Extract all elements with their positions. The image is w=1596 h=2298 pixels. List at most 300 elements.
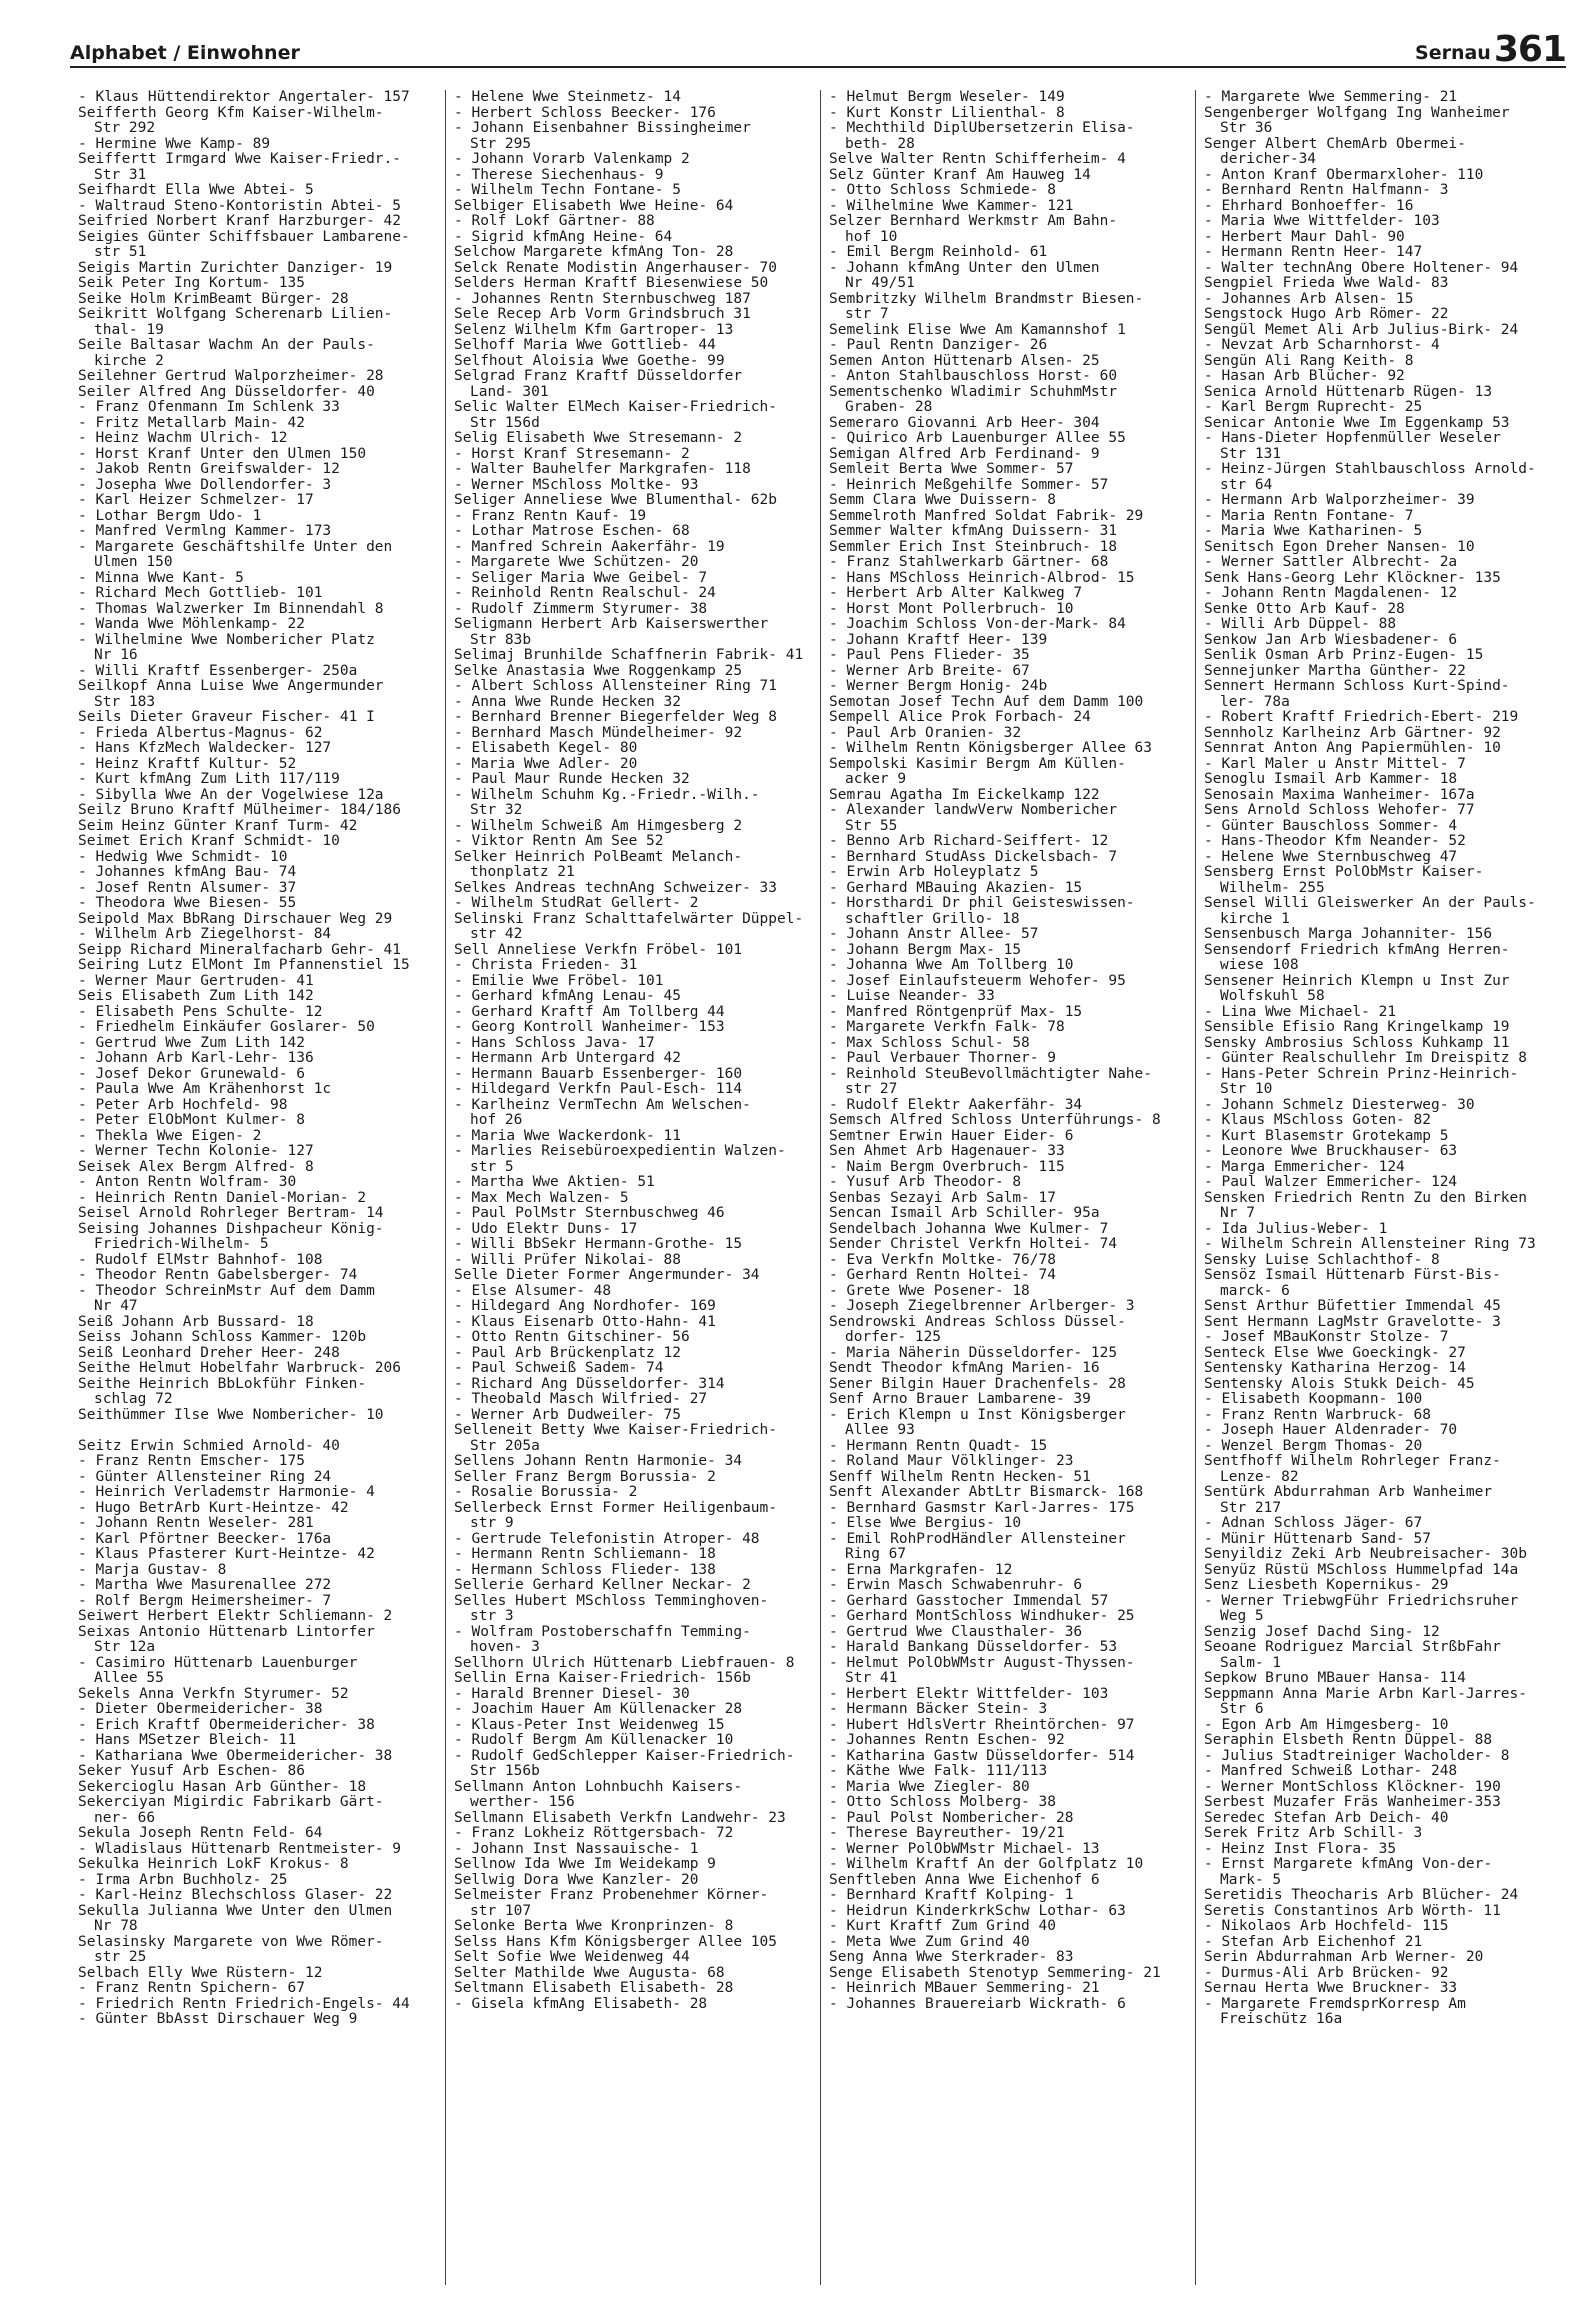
directory-entry: - Herbert Schloss Beecker- 176 bbox=[454, 105, 716, 121]
directory-entry: Selchow Margarete kfmAng Ton- 28 bbox=[454, 245, 734, 260]
directory-entry: - Kurt kfmAng Zum Lith 117/119 bbox=[78, 772, 340, 787]
directory-entry: - Werner MSchloss Moltke- 93 bbox=[454, 477, 699, 493]
directory-entry: Senft Alexander AbtLtr Bismarck- 168 bbox=[829, 1485, 1144, 1500]
directory-entry: Allee 93 bbox=[845, 1423, 915, 1438]
directory-entry: Senftleben Anna Wwe Eichenhof 6 bbox=[829, 1872, 1100, 1888]
directory-entry: - Johann Inst Nassauische- 1 bbox=[454, 1841, 699, 1857]
directory-entry: - Hans-Peter Schrein Prinz-Heinrich- bbox=[1204, 1066, 1519, 1082]
directory-entry: - Kathariana Wwe Obermeidericher- 38 bbox=[78, 1748, 393, 1764]
directory-entry: - Lina Wwe Michael- 21 bbox=[1204, 1004, 1397, 1020]
directory-entry: - Bernhard Rentn Halfmann- 3 bbox=[1204, 183, 1449, 198]
directory-entry: Sell Anneliese Verkfn Fröbel- 101 bbox=[454, 942, 743, 958]
directory-entry: - Therese Bayreuther- 19/21 bbox=[829, 1826, 1065, 1841]
directory-entry: - Heinrich MBauer Semmering- 21 bbox=[829, 1981, 1100, 1996]
directory-entry: Sentensky Alois Stukk Deich- 45 bbox=[1204, 1376, 1475, 1392]
directory-entry: - Hermann Rentn Schliemann- 18 bbox=[454, 1547, 716, 1562]
directory-columns bbox=[70, 90, 1570, 2285]
directory-entry: Senkow Jan Arb Wiesbadener- 6 bbox=[1204, 632, 1458, 648]
directory-entry: - Hildegard Verkfn Paul-Esch- 114 bbox=[454, 1082, 743, 1097]
directory-entry: - Frieda Albertus-Magnus- 62 bbox=[78, 725, 323, 741]
directory-entry: - Hermann Bauarb Essenberger- 160 bbox=[454, 1066, 743, 1082]
directory-entry: - Franz Rentn Emscher- 175 bbox=[78, 1454, 305, 1469]
directory-entry: Senger Albert ChemArb Obermei- bbox=[1204, 136, 1466, 152]
directory-entry: Str 131 bbox=[1220, 446, 1282, 462]
directory-entry: - Werner Maur Gertruden- 41 bbox=[78, 973, 314, 989]
directory-entry: - Gerhard kfmAng Lenau- 45 bbox=[454, 989, 681, 1004]
directory-entry: - Theodor Rentn Gabelsberger- 74 bbox=[78, 1268, 358, 1283]
directory-entry: - Karl Pförtner Beecker- 176a bbox=[78, 1531, 332, 1547]
directory-entry: - Münir Hüttenarb Sand- 57 bbox=[1204, 1531, 1431, 1547]
directory-entry: Str 55 bbox=[845, 818, 898, 834]
directory-entry: str 9 bbox=[470, 1516, 514, 1531]
directory-entry: Seikritt Wolfgang Scherenarb Lilien- bbox=[78, 307, 393, 322]
directory-entry: - Walter Bauhelfer Markgrafen- 118 bbox=[454, 462, 751, 477]
directory-entry: Seigies Günter Schiffsbauer Lambarene- bbox=[78, 229, 410, 245]
directory-entry: - Hans MSetzer Bleich- 11 bbox=[78, 1733, 297, 1748]
directory-entry: - Bernhard Kraftf Kolping- 1 bbox=[829, 1888, 1074, 1903]
directory-entry: - Rosalie Borussia- 2 bbox=[454, 1485, 638, 1500]
directory-entry: - Hermann Schloss Flieder- 138 bbox=[454, 1562, 716, 1578]
directory-entry: Senyüz Rüstü MSchloss Hummelpfad 14a bbox=[1204, 1562, 1519, 1578]
directory-entry: Senlik Osman Arb Prinz-Eugen- 15 bbox=[1204, 648, 1484, 663]
directory-entry: str 107 bbox=[470, 1903, 532, 1919]
directory-entry: Sent Hermann LagMstr Gravelotte- 3 bbox=[1204, 1314, 1501, 1330]
directory-entry: - Elisabeth Koopmann- 100 bbox=[1204, 1392, 1423, 1407]
directory-entry: - Johanna Wwe Am Tollberg 10 bbox=[829, 958, 1074, 973]
directory-entry: - Heinz Inst Flora- 35 bbox=[1204, 1841, 1397, 1857]
directory-entry: - Hermann Rentn Quadt- 15 bbox=[829, 1438, 1048, 1454]
directory-entry: - Klaus Eisenarb Otto-Hahn- 41 bbox=[454, 1314, 716, 1330]
directory-entry: - Horst Mont Pollerbruch- 10 bbox=[829, 601, 1074, 617]
directory-entry: str 64 bbox=[1220, 477, 1273, 493]
directory-entry: - Ida Julius-Weber- 1 bbox=[1204, 1221, 1388, 1237]
directory-entry: Nr 47 bbox=[94, 1299, 138, 1314]
directory-entry: - Wilhelm Schweiß Am Himgesberg 2 bbox=[454, 818, 743, 834]
directory-entry: - Kurt Kraftf Zum Grind 40 bbox=[829, 1919, 1056, 1934]
directory-entry: Sengpiel Frieda Wwe Wald- 83 bbox=[1204, 276, 1449, 291]
directory-entry: Sens Arnold Schloss Wehofer- 77 bbox=[1204, 803, 1475, 818]
directory-entry: - Heinrich Rentn Daniel-Morian- 2 bbox=[78, 1190, 367, 1206]
directory-entry: - Johannes kfmAng Bau- 74 bbox=[78, 865, 297, 880]
directory-entry: Selleneit Betty Wwe Kaiser-Friedrich- bbox=[454, 1423, 778, 1438]
directory-entry: Nr 78 bbox=[94, 1919, 138, 1934]
directory-entry: - Willi BbSekr Hermann-Grothe- 15 bbox=[454, 1237, 743, 1252]
directory-entry: Seipp Richard Mineralfacharb Gehr- 41 bbox=[78, 942, 402, 958]
directory-entry: - Werner PolObWMstr Michael- 13 bbox=[829, 1841, 1100, 1857]
directory-entry: - Wilhelm Kraftf An der Golfplatz 10 bbox=[829, 1857, 1144, 1872]
directory-entry: dorfer- 125 bbox=[845, 1330, 942, 1345]
directory-entry: - Erwin Masch Schwabenruhr- 6 bbox=[829, 1578, 1083, 1593]
directory-entry: Seliger Anneliese Wwe Blumenthal- 62b bbox=[454, 493, 778, 508]
directory-entry: Senteck Else Wwe Goeckingk- 27 bbox=[1204, 1345, 1466, 1361]
directory-entry: Selle Dieter Former Angermunder- 34 bbox=[454, 1268, 760, 1283]
directory-entry: - Willi Prüfer Nikolai- 88 bbox=[454, 1252, 681, 1268]
directory-entry: Sele Recep Arb Vorm Grindsbruch 31 bbox=[454, 307, 751, 322]
directory-entry: Senf Arno Brauer Lambarene- 39 bbox=[829, 1392, 1091, 1407]
directory-entry: Senz Liesbeth Kopernikus- 29 bbox=[1204, 1578, 1449, 1593]
directory-entry: - Gerhard Kraftf Am Tollberg 44 bbox=[454, 1004, 725, 1020]
directory-entry: - Harald Brenner Diesel- 30 bbox=[454, 1686, 690, 1702]
directory-entry: Sencan Ismail Arb Schiller- 95a bbox=[829, 1206, 1100, 1221]
directory-entry: - Meta Wwe Zum Grind 40 bbox=[829, 1934, 1030, 1950]
directory-entry: Sener Bilgin Hauer Drachenfels- 28 bbox=[829, 1376, 1126, 1392]
directory-entry: - Ehrhard Bonhoeffer- 16 bbox=[1204, 198, 1414, 214]
directory-entry: - Martha Wwe Aktien- 51 bbox=[454, 1175, 655, 1190]
directory-entry: Seimet Erich Kranf Schmidt- 10 bbox=[78, 834, 340, 849]
directory-entry: Selss Hans Kfm Königsberger Allee 105 bbox=[454, 1934, 778, 1950]
directory-entry: Sensken Friedrich Rentn Zu den Birken bbox=[1204, 1190, 1528, 1206]
directory-entry: Sellmann Elisabeth Verkfn Landwehr- 23 bbox=[454, 1810, 786, 1826]
directory-entry: Seifhardt Ella Wwe Abtei- 5 bbox=[78, 183, 314, 198]
directory-entry: Selenz Wilhelm Kfm Gartroper- 13 bbox=[454, 322, 734, 338]
directory-entry: - Ernst Margarete kfmAng Von-der- bbox=[1204, 1857, 1493, 1872]
directory-entry: - Werner MontSchloss Klöckner- 190 bbox=[1204, 1779, 1501, 1795]
directory-entry: - Franz Ofenmann Im Schlenk 33 bbox=[78, 400, 340, 415]
directory-entry: - Paul Arb Brückenplatz 12 bbox=[454, 1345, 681, 1361]
directory-entry: Sengstock Hugo Arb Römer- 22 bbox=[1204, 307, 1449, 322]
directory-entry: - Josef Rentn Alsumer- 37 bbox=[78, 880, 297, 896]
directory-entry: - Egon Arb Am Himgesberg- 10 bbox=[1204, 1717, 1449, 1733]
directory-entry: Selkes Andreas technAng Schweizer- 33 bbox=[454, 880, 778, 896]
directory-entry: Sellnow Ida Wwe Im Weidekamp 9 bbox=[454, 1857, 716, 1872]
directory-entry: - Heinz-Jürgen Stahlbauschloss Arnold- bbox=[1204, 462, 1536, 477]
directory-entry: str 25 bbox=[94, 1950, 147, 1965]
directory-entry: Sendt Theodor kfmAng Marien- 16 bbox=[829, 1361, 1100, 1376]
directory-entry: Sensky Ambrosius Schloss Kuhkamp 11 bbox=[1204, 1035, 1510, 1051]
page-header bbox=[70, 30, 1566, 68]
directory-entry: - Paul Walzer Emmericher- 124 bbox=[1204, 1175, 1458, 1190]
directory-entry: Seitz Erwin Schmied Arnold- 40 bbox=[78, 1438, 340, 1454]
directory-entry: - Hasan Arb Blücher- 92 bbox=[1204, 369, 1405, 384]
directory-entry: wiese 108 bbox=[1220, 958, 1299, 973]
directory-entry: Str 32 bbox=[470, 803, 523, 818]
directory-entry: - Erich Kraftf Obermeidericher- 38 bbox=[78, 1717, 375, 1733]
directory-entry: werther- 156 bbox=[470, 1795, 575, 1810]
directory-entry: Seiffertt Irmgard Wwe Kaiser-Friedr.- bbox=[78, 152, 402, 167]
directory-entry: Friedrich-Wilhelm- 5 bbox=[94, 1237, 269, 1252]
directory-entry: - Hans KfzMech Waldecker- 127 bbox=[78, 741, 332, 756]
directory-entry: - Hans MSchloss Heinrich-Albrod- 15 bbox=[829, 570, 1135, 586]
directory-entry: Seiring Lutz ElMont Im Pfannenstiel 15 bbox=[78, 958, 410, 973]
directory-entry: ler- 78a bbox=[1220, 694, 1290, 710]
directory-entry: - Günter Realschullehr Im Dreispitz 8 bbox=[1204, 1051, 1528, 1066]
directory-entry: Sellmann Anton Lohnbuchh Kaisers- bbox=[454, 1779, 743, 1795]
directory-entry: ner- 66 bbox=[94, 1810, 156, 1826]
directory-entry: - Franz Stahlwerkarb Gärtner- 68 bbox=[829, 555, 1109, 570]
directory-entry: Sentfhoff Wilhelm Rohrleger Franz- bbox=[1204, 1454, 1501, 1469]
directory-entry: - Franz Rentn Warbruck- 68 bbox=[1204, 1407, 1431, 1423]
directory-entry: Sellwig Dora Wwe Kanzler- 20 bbox=[454, 1872, 699, 1888]
directory-entry: Seiss Johann Schloss Kammer- 120b bbox=[78, 1330, 367, 1345]
directory-entry: - Maria Näherin Düsseldorfer- 125 bbox=[829, 1345, 1118, 1361]
directory-entry: - Roland Maur Völklinger- 23 bbox=[829, 1454, 1074, 1469]
directory-entry: Sekulla Julianna Wwe Unter den Ulmen bbox=[78, 1903, 393, 1919]
directory-entry: - Nevzat Arb Scharnhorst- 4 bbox=[1204, 338, 1440, 353]
directory-entry: - Margarete Verkfn Falk- 78 bbox=[829, 1020, 1065, 1035]
directory-entry: Semleit Berta Wwe Sommer- 57 bbox=[829, 462, 1074, 477]
directory-entry: Semtner Erwin Hauer Eider- 6 bbox=[829, 1128, 1074, 1144]
directory-entry: - Manfred Vermlng Kammer- 173 bbox=[78, 524, 332, 539]
directory-entry: Sensöz Ismail Hüttenarb Fürst-Bis- bbox=[1204, 1268, 1501, 1283]
directory-entry: - Seliger Maria Wwe Geibel- 7 bbox=[454, 570, 708, 586]
directory-entry: - Christa Frieden- 31 bbox=[454, 958, 638, 973]
directory-entry: Sensener Heinrich Klempn u Inst Zur bbox=[1204, 973, 1510, 989]
directory-entry: - Maria Wwe Katharinen- 5 bbox=[1204, 524, 1423, 539]
directory-entry: Salm- 1 bbox=[1220, 1655, 1282, 1671]
directory-entry: Sensendorf Friedrich kfmAng Herren- bbox=[1204, 942, 1510, 958]
directory-entry: - Durmus-Ali Arb Brücken- 92 bbox=[1204, 1965, 1449, 1981]
directory-entry: - Herbert Elektr Wittfelder- 103 bbox=[829, 1686, 1109, 1702]
directory-entry: Sekels Anna Verkfn Styrumer- 52 bbox=[78, 1686, 349, 1702]
directory-entry: - Gertrude Telefonistin Atroper- 48 bbox=[454, 1531, 760, 1547]
directory-entry: Semelink Elise Wwe Am Kamannshof 1 bbox=[829, 322, 1126, 338]
directory-entry: Semmer Walter kfmAng Duissern- 31 bbox=[829, 524, 1118, 539]
directory-entry: Ring 67 bbox=[845, 1547, 907, 1562]
directory-entry: - Johann Bergm Max- 15 bbox=[829, 942, 1022, 958]
directory-entry: Graben- 28 bbox=[845, 400, 933, 415]
directory-entry: Freischütz 16a bbox=[1220, 2012, 1343, 2027]
directory-entry: - Maria Wwe Ziegler- 80 bbox=[829, 1779, 1030, 1795]
directory-entry: Selt Sofie Wwe Weidenweg 44 bbox=[454, 1950, 690, 1965]
directory-entry: Str 205a bbox=[470, 1438, 540, 1454]
directory-entry: - Theobald Masch Wilfried- 27 bbox=[454, 1392, 708, 1407]
directory-entry: Nr 49/51 bbox=[845, 276, 915, 291]
directory-entry: - Heinz Kraftf Kultur- 52 bbox=[78, 756, 297, 772]
directory-entry: - Theodor SchreinMstr Auf dem Damm bbox=[78, 1283, 375, 1299]
directory-entry: - Käthe Wwe Falk- 111/113 bbox=[829, 1764, 1048, 1779]
directory-entry: Selck Renate Modistin Angerhauser- 70 bbox=[454, 260, 778, 276]
directory-entry: Senff Wilhelm Rentn Hecken- 51 bbox=[829, 1469, 1091, 1485]
directory-entry: - Horsthardi Dr phil Geisteswissen- bbox=[829, 896, 1135, 911]
directory-entry: Seixas Antonio Hüttenarb Lintorfer bbox=[78, 1624, 375, 1640]
column-1 bbox=[70, 90, 445, 2285]
directory-entry: - Luise Neander- 33 bbox=[829, 989, 995, 1004]
directory-entry: - Hans Schloss Java- 17 bbox=[454, 1035, 655, 1051]
directory-entry: - Paul Arb Oranien- 32 bbox=[829, 725, 1022, 741]
directory-entry: dericher-34 bbox=[1220, 152, 1317, 167]
directory-entry: - Klaus MSchloss Goten- 82 bbox=[1204, 1113, 1431, 1128]
directory-entry: - Wilhelmine Wwe Nombericher Platz bbox=[78, 632, 375, 648]
directory-entry: Selasinsky Margarete von Wwe Römer- bbox=[78, 1934, 384, 1950]
directory-entry: Str 156d bbox=[470, 415, 540, 431]
directory-entry: Land- 301 bbox=[470, 384, 549, 400]
directory-entry: Seiler Alfred Ang Düsseldorfer- 40 bbox=[78, 384, 375, 400]
directory-entry: - Adnan Schloss Jäger- 67 bbox=[1204, 1516, 1423, 1531]
directory-entry: - Friedhelm Einkäufer Goslarer- 50 bbox=[78, 1020, 375, 1035]
directory-entry: Seiwert Herbert Elektr Schliemann- 2 bbox=[78, 1609, 393, 1624]
directory-entry: - Helene Wwe Steinmetz- 14 bbox=[454, 90, 681, 105]
directory-entry: Seredec Stefan Arb Deich- 40 bbox=[1204, 1810, 1449, 1826]
directory-entry: - Klaus Hüttendirektor Angertaler- 157 bbox=[78, 90, 410, 105]
directory-entry: - Johann Arb Karl-Lehr- 136 bbox=[78, 1051, 314, 1066]
directory-entry: - Johann Kraftf Heer- 139 bbox=[829, 632, 1048, 648]
directory-entry: Selke Anastasia Wwe Roggenkamp 25 bbox=[454, 663, 743, 679]
directory-entry: - Bernhard Gasmstr Karl-Jarres- 175 bbox=[829, 1500, 1135, 1516]
directory-entry: - Fritz Metallarb Main- 42 bbox=[78, 415, 305, 431]
directory-entry: - Robert Kraftf Friedrich-Ebert- 219 bbox=[1204, 710, 1519, 725]
directory-entry: - Johann kfmAng Unter den Ulmen bbox=[829, 260, 1100, 276]
directory-entry: - Stefan Arb Eichenhof 21 bbox=[1204, 1934, 1423, 1950]
directory-entry: - Theodora Wwe Biesen- 55 bbox=[78, 896, 297, 911]
directory-entry: - Bernhard StudAss Dickelsbach- 7 bbox=[829, 849, 1118, 865]
directory-entry: Senst Arthur Büfettier Immendal 45 bbox=[1204, 1299, 1501, 1314]
directory-entry: - Thomas Walzwerker Im Binnendahl 8 bbox=[78, 601, 384, 617]
directory-entry: - Günter Allensteiner Ring 24 bbox=[78, 1469, 332, 1485]
directory-entry: - Paula Wwe Am Krähenhorst 1c bbox=[78, 1082, 332, 1097]
directory-entry: - Minna Wwe Kant- 5 bbox=[78, 570, 244, 586]
directory-entry: Seis Elisabeth Zum Lith 142 bbox=[78, 989, 314, 1004]
directory-entry: Ulmen 150 bbox=[94, 555, 173, 570]
directory-entry: - Karlheinz VermTechn Am Welschen- bbox=[454, 1097, 751, 1113]
directory-entry: kirche 1 bbox=[1220, 911, 1290, 927]
directory-entry: thonplatz 21 bbox=[470, 865, 575, 880]
directory-entry: - Rudolf Bergm Am Küllenacker 10 bbox=[454, 1733, 734, 1748]
directory-entry: - Hildegard Ang Nordhofer- 169 bbox=[454, 1299, 716, 1314]
directory-entry: Sekercioglu Hasan Arb Günther- 18 bbox=[78, 1779, 367, 1795]
directory-entry: - Heinrich Verlademstr Harmonie- 4 bbox=[78, 1485, 375, 1500]
directory-entry: Sentürk Abdurrahman Arb Wanheimer bbox=[1204, 1485, 1493, 1500]
directory-entry: - Martha Wwe Masurenallee 272 bbox=[78, 1578, 332, 1593]
directory-entry: Seilehner Gertrud Walporzheimer- 28 bbox=[78, 369, 384, 384]
directory-entry: - Paul Verbauer Thorner- 9 bbox=[829, 1051, 1056, 1066]
directory-entry: - Wilhelm Rentn Königsberger Allee 63 bbox=[829, 741, 1153, 756]
directory-entry: - Werner Arb Dudweiler- 75 bbox=[454, 1407, 681, 1423]
directory-entry: Seike Holm KrimBeamt Bürger- 28 bbox=[78, 291, 349, 307]
directory-entry: - Benno Arb Richard-Seiffert- 12 bbox=[829, 834, 1109, 849]
directory-entry: - Grete Wwe Posener- 18 bbox=[829, 1283, 1030, 1299]
directory-entry: Str 295 bbox=[470, 136, 532, 152]
column-4 bbox=[1195, 90, 1570, 2285]
directory-entry: - Elisabeth Kegel- 80 bbox=[454, 741, 638, 756]
directory-entry: - Josef MBauKonstr Stolze- 7 bbox=[1204, 1330, 1449, 1345]
directory-entry: Sensky Luise Schlachthof- 8 bbox=[1204, 1252, 1440, 1268]
directory-entry: Sekula Joseph Rentn Feld- 64 bbox=[78, 1826, 323, 1841]
directory-entry: Selmeister Franz Probenehmer Körner- bbox=[454, 1888, 769, 1903]
directory-entry: Seoane Rodriguez Marcial StrßbFahr bbox=[1204, 1640, 1501, 1655]
directory-entry: Str 31 bbox=[94, 167, 147, 183]
directory-entry: Sernau Herta Wwe Bruckner- 33 bbox=[1204, 1981, 1458, 1996]
directory-entry: - Lothar Bergm Udo- 1 bbox=[78, 508, 262, 524]
directory-entry: Semmler Erich Inst Steinbruch- 18 bbox=[829, 539, 1118, 555]
directory-entry: Str 10 bbox=[1220, 1082, 1273, 1097]
directory-entry: Seker Yusuf Arb Eschen- 86 bbox=[78, 1764, 305, 1779]
directory-entry: - Heidrun KinderkrkSchw Lothar- 63 bbox=[829, 1903, 1126, 1919]
directory-entry: - Elisabeth Pens Schulte- 12 bbox=[78, 1004, 323, 1020]
directory-entry: Seifried Norbert Kranf Harzburger- 42 bbox=[78, 214, 402, 229]
directory-entry: - Marlies Reisebüroexpedientin Walzen- bbox=[454, 1144, 786, 1159]
directory-entry: Seising Johannes Dishpacheur König- bbox=[78, 1221, 384, 1237]
directory-entry: - Paul Schweiß Sadem- 74 bbox=[454, 1361, 664, 1376]
directory-entry: Str 41 bbox=[845, 1671, 898, 1686]
directory-entry: - Karl Bergm Ruprecht- 25 bbox=[1204, 400, 1423, 415]
directory-entry: Str 12a bbox=[94, 1640, 156, 1655]
directory-entry: Seng Anna Wwe Sterkrader- 83 bbox=[829, 1950, 1074, 1965]
directory-entry: - Peter Arb Hochfeld- 98 bbox=[78, 1097, 288, 1113]
directory-entry: - Sigrid kfmAng Heine- 64 bbox=[454, 229, 673, 245]
directory-entry: - Kurt Blasemstr Grotekamp 5 bbox=[1204, 1128, 1449, 1144]
directory-entry: str 5 bbox=[470, 1159, 514, 1175]
directory-entry: marck- 6 bbox=[1220, 1283, 1290, 1299]
directory-entry: Selimaj Brunhilde Schaffnerin Fabrik- 41 bbox=[454, 648, 804, 663]
directory-entry: Seppmann Anna Marie Arbn Karl-Jarres- bbox=[1204, 1686, 1528, 1702]
directory-entry: Senica Arnold Hüttenarb Rügen- 13 bbox=[1204, 384, 1493, 400]
directory-entry: hoven- 3 bbox=[470, 1640, 540, 1655]
directory-entry: - Gerhard Rentn Holtei- 74 bbox=[829, 1268, 1056, 1283]
directory-entry: Sengenberger Wolfgang Ing Wanheimer bbox=[1204, 105, 1510, 121]
section-title: Alphabet / Einwohner bbox=[70, 42, 300, 64]
directory-entry: Seisek Alex Bergm Alfred- 8 bbox=[78, 1159, 314, 1175]
directory-entry: - Klaus Pfasterer Kurt-Heintze- 42 bbox=[78, 1547, 375, 1562]
directory-entry: Selonke Berta Wwe Kronprinzen- 8 bbox=[454, 1919, 734, 1934]
directory-entry: - Willi Kraftf Essenberger- 250a bbox=[78, 663, 358, 679]
directory-entry: - Waltraud Steno-Kontoristin Abtei- 5 bbox=[78, 198, 402, 214]
directory-entry: Sempolski Kasimir Bergm Am Küllen- bbox=[829, 756, 1126, 772]
directory-entry: Wilhelm- 255 bbox=[1220, 880, 1325, 896]
directory-entry: Semigan Alfred Arb Ferdinand- 9 bbox=[829, 446, 1100, 462]
directory-entry: Serbest Muzafer Fräs Wanheimer-353 bbox=[1204, 1795, 1501, 1810]
directory-entry: Selz Günter Kranf Am Hauweg 14 bbox=[829, 167, 1091, 183]
directory-entry: Seiß Johann Arb Bussard- 18 bbox=[78, 1314, 314, 1330]
directory-entry: - Mechthild DiplÜbersetzerin Elisa- bbox=[829, 121, 1135, 136]
directory-entry: - Helmut Bergm Weseler- 149 bbox=[829, 90, 1065, 105]
directory-entry: - Lothar Matrose Eschen- 68 bbox=[454, 524, 690, 539]
directory-entry: Selic Walter ElMech Kaiser-Friedrich- bbox=[454, 400, 778, 415]
directory-entry: Str 36 bbox=[1220, 121, 1273, 136]
directory-entry: Sempell Alice Prok Forbach- 24 bbox=[829, 710, 1091, 725]
directory-entry: - Karl-Heinz Blechschloss Glaser- 22 bbox=[78, 1888, 393, 1903]
directory-entry: - Wilhelm Techn Fontane- 5 bbox=[454, 183, 681, 198]
directory-entry: Nr 7 bbox=[1220, 1206, 1255, 1221]
directory-entry: - Marga Emmericher- 124 bbox=[1204, 1159, 1405, 1175]
directory-entry: - Nikolaos Arb Hochfeld- 115 bbox=[1204, 1919, 1449, 1934]
directory-entry: - Bernhard Masch Mündelheimer- 92 bbox=[454, 725, 743, 741]
directory-entry: - Rudolf Zimmerm Styrumer- 38 bbox=[454, 601, 708, 617]
directory-entry: Str 217 bbox=[1220, 1500, 1282, 1516]
directory-entry: - Hermann Arb Untergard 42 bbox=[454, 1051, 681, 1066]
directory-entry: Seiß Leonhard Dreher Heer- 248 bbox=[78, 1345, 340, 1361]
directory-entry: Seretis Constantinos Arb Wörth- 11 bbox=[1204, 1903, 1501, 1919]
directory-entry: - Klaus-Peter Inst Weidenweg 15 bbox=[454, 1717, 725, 1733]
directory-entry: Selders Herman Kraftf Biesenwiese 50 bbox=[454, 276, 769, 291]
directory-entry: Nr 16 bbox=[94, 648, 138, 663]
directory-entry: Senosain Maxima Wanheimer- 167a bbox=[1204, 787, 1475, 803]
directory-entry: Seithümmer Ilse Wwe Nombericher- 10 bbox=[78, 1407, 384, 1423]
directory-entry: Sender Christel Verkfn Holtei- 74 bbox=[829, 1237, 1118, 1252]
directory-entry: Sepkow Bruno MBauer Hansa- 114 bbox=[1204, 1671, 1466, 1686]
directory-entry: - Horst Kranf Unter den Ulmen 150 bbox=[78, 446, 367, 462]
directory-entry: - Max Mech Walzen- 5 bbox=[454, 1190, 629, 1206]
directory-entry: Selzer Bernhard Werkmstr Am Bahn- bbox=[829, 214, 1118, 229]
directory-entry bbox=[78, 1423, 437, 1439]
directory-entry: - Maria Wwe Adler- 20 bbox=[454, 756, 638, 772]
directory-entry: - Georg Kontroll Wanheimer- 153 bbox=[454, 1020, 725, 1035]
directory-entry: Senzig Josef Dachd Sing- 12 bbox=[1204, 1624, 1440, 1640]
directory-entry: Semeraro Giovanni Arb Heer- 304 bbox=[829, 415, 1100, 431]
directory-entry: - Willi Arb Düppel- 88 bbox=[1204, 617, 1397, 632]
directory-entry: - Udo Elektr Duns- 17 bbox=[454, 1221, 638, 1237]
directory-entry: - Franz Lokheiz Röttgersbach- 72 bbox=[454, 1826, 734, 1841]
directory-entry: - Anna Wwe Runde Hecken 32 bbox=[454, 694, 681, 710]
directory-entry: Str 83b bbox=[470, 632, 532, 648]
directory-entry: - Helmut PolObWMstr August-Thyssen- bbox=[829, 1655, 1135, 1671]
directory-entry: Sensel Willi Gleiswerker An der Pauls- bbox=[1204, 896, 1536, 911]
directory-entry: - Josepha Wwe Dollendorfer- 3 bbox=[78, 477, 332, 493]
directory-entry: str 51 bbox=[94, 245, 147, 260]
directory-entry: - Wolfram Postoberschaffn Temming- bbox=[454, 1624, 751, 1640]
directory-entry: - Herbert Maur Dahl- 90 bbox=[1204, 229, 1405, 245]
directory-entry: - Julius Stadtreiniger Wacholder- 8 bbox=[1204, 1748, 1510, 1764]
directory-entry: Str 156b bbox=[470, 1764, 540, 1779]
